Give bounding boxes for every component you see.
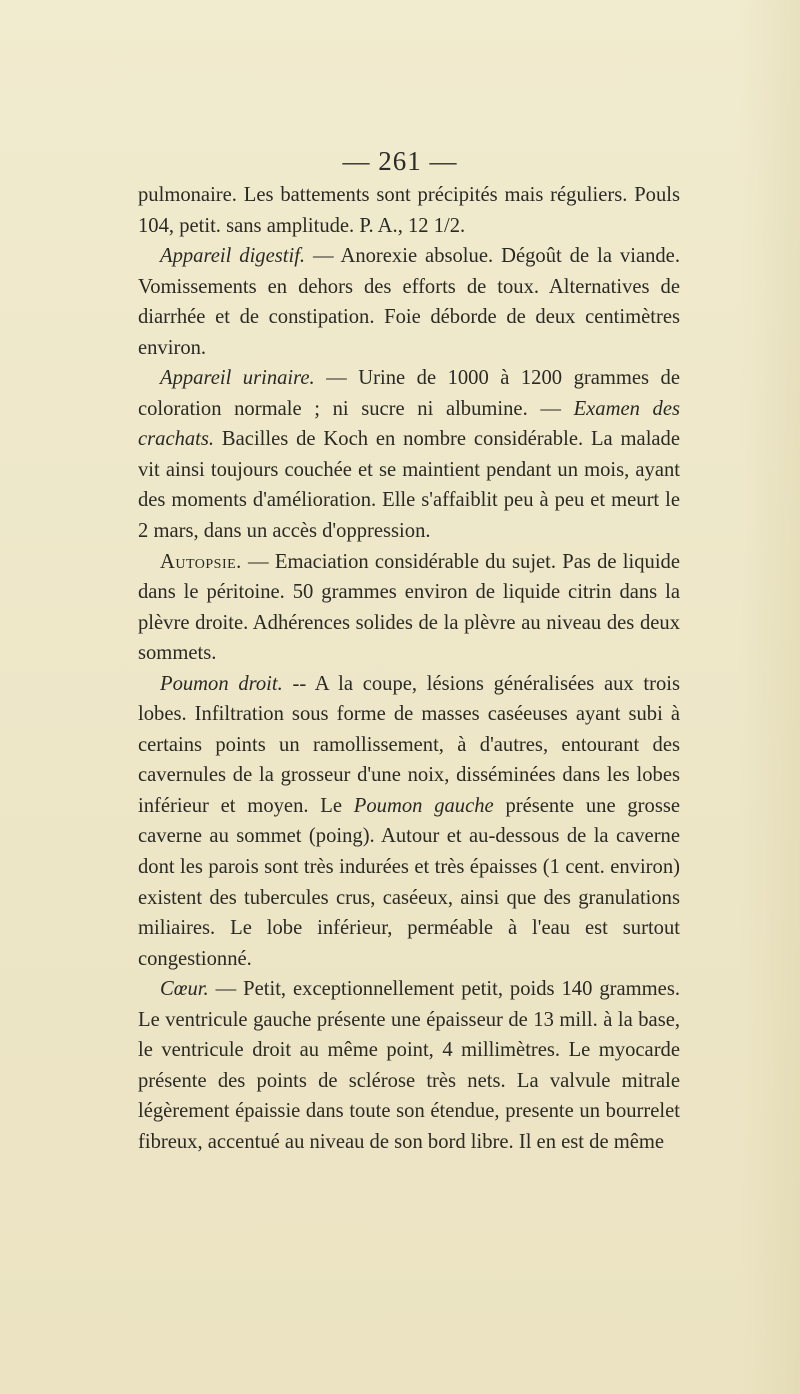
section-label: Appareil urinaire.	[160, 367, 315, 390]
paragraph-text-crachats: Bacilles de Koch en nombre considérable. La malade vit ainsi toujours couchée et se maintient pendant un mois, ayant des moments d'amélioration. Elle s'affaiblit peu à peu et meurt le 2 mars, dans un accès d'oppression.	[138, 428, 680, 543]
paragraph-poumon-droit	[138, 669, 680, 974]
paragraph-text: pulmonaire. Les battements sont précipités mais réguliers. Pouls 104, petit. sans amplitude. P. A., 12 1/2.	[138, 184, 680, 237]
body-text	[138, 180, 680, 1158]
section-label: Appareil digestif.	[160, 245, 306, 268]
paragraph-text: — Petit, exceptionnellement petit, poids 140 grammes. Le ventricule gauche présente une épaisseur de 13 mill. à la base, le ventricule droit au même point, 4 millimètres. Le myocarde présente des points de sclérose très nets. La valvule mitrale légèrement épaissie dans toute son étendue, presente un bourrelet fibreux, accentué au niveau de son bord libre. Il en est de même	[138, 978, 680, 1153]
section-label-crachats: Examen des crachats.	[138, 397, 680, 451]
section-label-poumon-gauche: Poumon gauche	[353, 794, 494, 817]
paragraph-appareil-urinaire	[138, 363, 680, 546]
paragraph-text: — Anorexie absolue. Dégoût de la viande. Vomissements en dehors des efforts de toux. Alternatives de diarrhée et de constipation. Foie déborde de deux centimètres environ.	[138, 245, 680, 359]
page-number: — 261 —	[342, 146, 458, 176]
section-label: Autopsie.	[160, 550, 242, 573]
paragraph-appareil-digestif	[138, 241, 680, 363]
paragraph-text-poumon-gauche: présente une grosse caverne au sommet (poing). Autour et au-dessous de la caverne dont les parois sont très indurées et très épaisses (1 cent. environ) existent des tubercules crus, caséeux, ainsi que des granulations miliaires. Le lobe inférieur, perméable à l'eau est surtout congestionné.	[138, 794, 680, 970]
paragraph-text: -- A la coupe, lésions généralisées aux trois lobes. Infiltration sous forme de masses caséeuses ayant subi à certains points un ramollissement, à d'autres, entourant des cavernules de la grosseur d'une noix, disséminées dans les lobes inférieur et moyen. Le	[138, 672, 680, 817]
paragraph-continuation	[138, 180, 680, 241]
paragraph-autopsie	[138, 547, 680, 669]
paragraph-text: — Emaciation considérable du sujet. Pas de liquide dans le péritoine. 50 grammes environ de liquide citrin dans la plèvre droite. Adhérences solides de la plèvre au niveau des deux sommets.	[138, 550, 680, 665]
section-label: Poumon droit.	[160, 672, 283, 695]
section-label: Cœur.	[160, 978, 209, 1001]
paragraph-text: — Urine de 1000 à 1200 grammes de coloration normale ; ni sucre ni albumine. —	[138, 367, 680, 420]
paragraph-coeur	[138, 974, 680, 1157]
